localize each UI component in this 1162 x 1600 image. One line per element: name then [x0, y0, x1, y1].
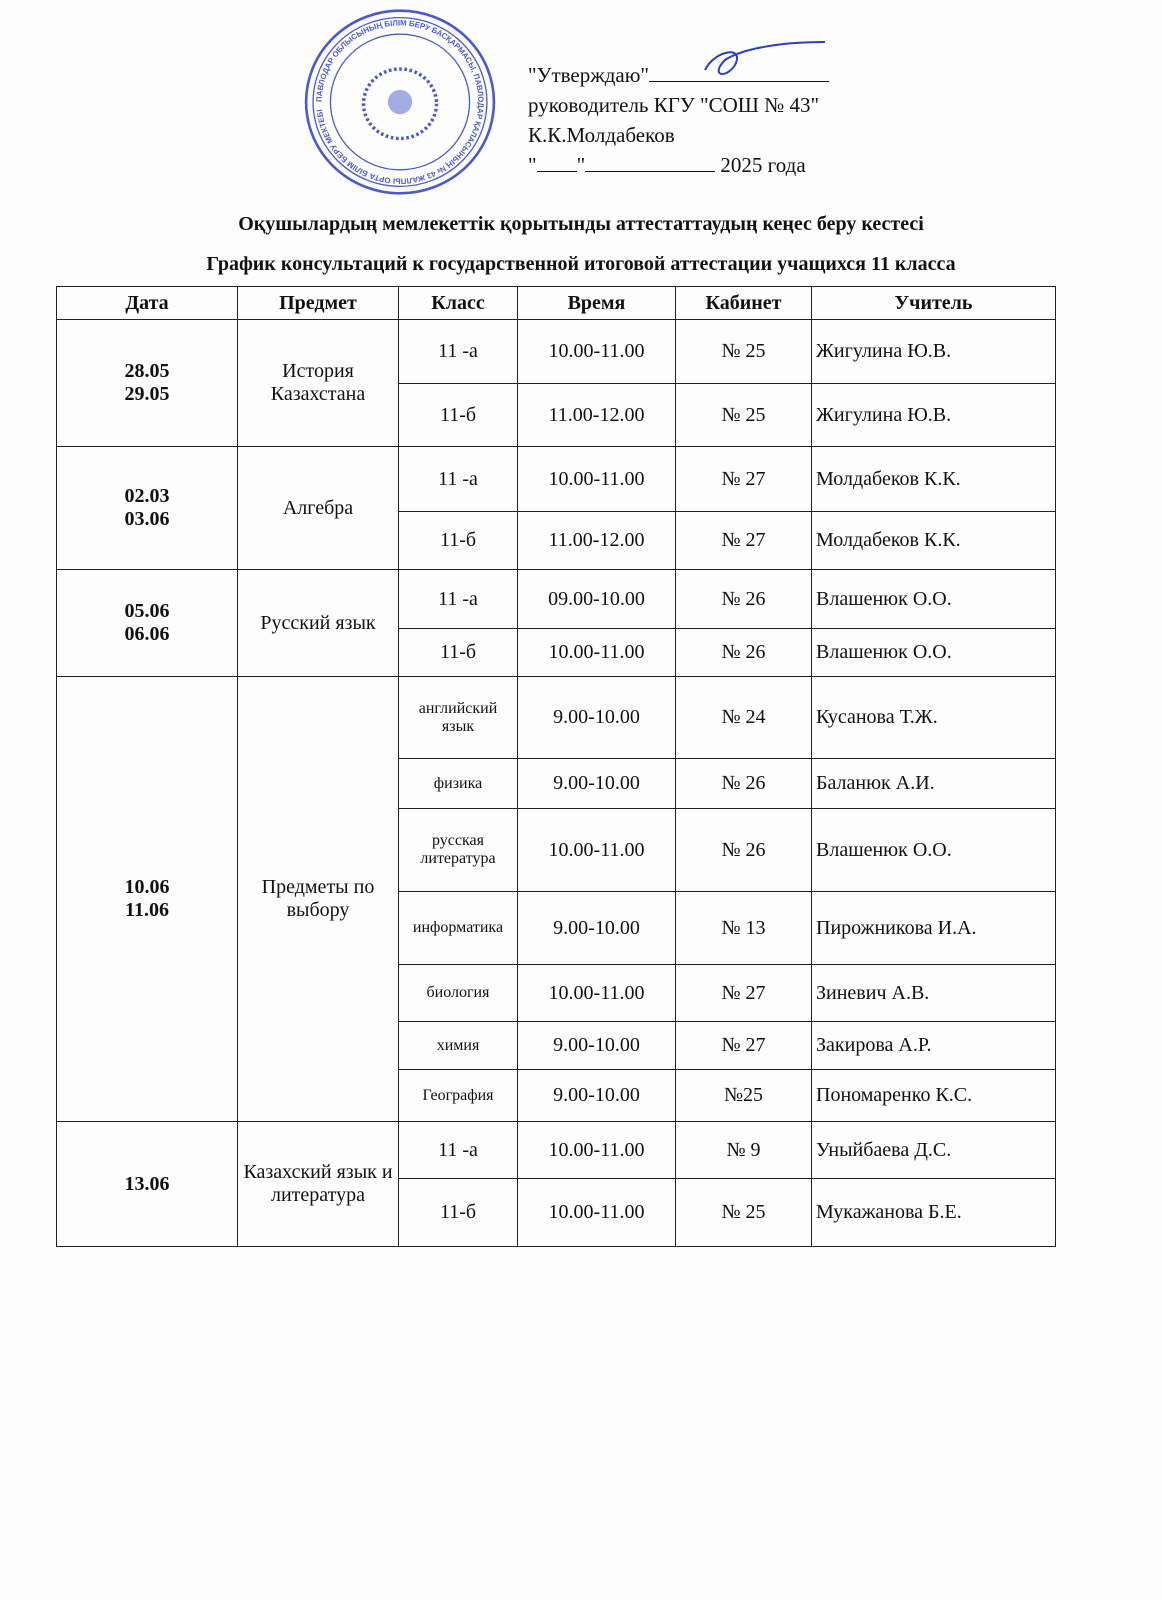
class-cell: информатика: [399, 892, 518, 965]
room-cell: № 25: [676, 384, 812, 447]
column-header: Кабинет: [676, 287, 812, 320]
time-cell: 9.00-10.00: [518, 1022, 676, 1070]
date-cell: 05.06 06.06: [57, 570, 238, 677]
time-cell: 9.00-10.00: [518, 892, 676, 965]
teacher-cell: Уныйбаева Д.С.: [812, 1122, 1056, 1179]
time-cell: 9.00-10.00: [518, 759, 676, 809]
teacher-cell: Закирова А.Р.: [812, 1022, 1056, 1070]
room-cell: № 25: [676, 1179, 812, 1247]
date-cell: 02.03 03.06: [57, 447, 238, 570]
table-row: [57, 570, 1056, 629]
teacher-cell: Пономаренко К.С.: [812, 1070, 1056, 1122]
room-cell: № 27: [676, 1022, 812, 1070]
subject-cell: Алгебра: [238, 447, 399, 570]
room-cell: № 27: [676, 447, 812, 512]
time-cell: 09.00-10.00: [518, 570, 676, 629]
time-cell: 11.00-12.00: [518, 512, 676, 570]
stamp-text: ПАВЛОДАР ОБЛЫСЫНЫҢ БІЛІМ БЕРУ БАСҚАРМАСЫ, ПАВЛОДАР ҚАЛАСЫНЫҢ № 43 ЖАЛПЫ ОРТА БІЛІМ БЕРУ МЕКТЕБІ: [314, 18, 486, 186]
class-cell: География: [399, 1070, 518, 1122]
column-header: Предмет: [238, 287, 399, 320]
approval-name: К.К.Молдабеков: [528, 123, 675, 147]
time-cell: 9.00-10.00: [518, 677, 676, 759]
column-header: Учитель: [812, 287, 1056, 320]
approval-year: 2025 года: [720, 153, 806, 177]
time-cell: 10.00-11.00: [518, 1179, 676, 1247]
date-quote: ": [528, 153, 537, 177]
teacher-cell: Жигулина Ю.В.: [812, 320, 1056, 384]
room-cell: № 27: [676, 512, 812, 570]
column-header: Дата: [57, 287, 238, 320]
subject-cell: Предметы по выбору: [238, 677, 399, 1122]
date-cell: 13.06: [57, 1122, 238, 1247]
teacher-cell: Жигулина Ю.В.: [812, 384, 1056, 447]
class-cell: 11-б: [399, 629, 518, 677]
time-cell: 11.00-12.00: [518, 384, 676, 447]
teacher-cell: Молдабеков К.К.: [812, 447, 1056, 512]
table-row: [57, 320, 1056, 384]
date-cell: 10.06 11.06: [57, 677, 238, 1122]
date-quote: ": [576, 153, 586, 177]
room-cell: № 26: [676, 570, 812, 629]
subject-cell: Казахский язык и литература: [238, 1122, 399, 1247]
class-cell: химия: [399, 1022, 518, 1070]
room-cell: № 26: [676, 629, 812, 677]
room-cell: № 9: [676, 1122, 812, 1179]
subject-cell: Русский язык: [238, 570, 399, 677]
approval-block: [528, 60, 829, 180]
approval-position: руководитель КГУ "СОШ № 43": [528, 93, 820, 117]
class-cell: физика: [399, 759, 518, 809]
approval-heading: "Утверждаю": [528, 63, 650, 87]
class-cell: 11-б: [399, 384, 518, 447]
column-header: Время: [518, 287, 676, 320]
class-cell: английский язык: [399, 677, 518, 759]
title-russian: График консультаций к государственной итоговой аттестации учащихся 11 класса: [206, 253, 956, 275]
teacher-cell: Баланюк А.И.: [812, 759, 1056, 809]
teacher-cell: Зиневич А.В.: [812, 965, 1056, 1022]
teacher-cell: Кусанова Т.Ж.: [812, 677, 1056, 759]
table-row: [57, 677, 1056, 759]
column-header: Класс: [399, 287, 518, 320]
table-row: [57, 1122, 1056, 1179]
date-cell: 28.05 29.05: [57, 320, 238, 447]
time-cell: 10.00-11.00: [518, 629, 676, 677]
room-cell: № 25: [676, 320, 812, 384]
class-cell: 11 -а: [399, 447, 518, 512]
teacher-cell: Молдабеков К.К.: [812, 512, 1056, 570]
table-row: [57, 447, 1056, 512]
official-stamp: [300, 6, 500, 198]
room-cell: № 26: [676, 809, 812, 892]
consultation-table: [56, 286, 1056, 1247]
time-cell: 10.00-11.00: [518, 320, 676, 384]
teacher-cell: Влашенюк О.О.: [812, 629, 1056, 677]
time-cell: 10.00-11.00: [518, 447, 676, 512]
teacher-cell: Влашенюк О.О.: [812, 570, 1056, 629]
class-cell: биология: [399, 965, 518, 1022]
room-cell: №25: [676, 1070, 812, 1122]
teacher-cell: Пирожникова И.А.: [812, 892, 1056, 965]
class-cell: 11-б: [399, 512, 518, 570]
class-cell: 11 -а: [399, 1122, 518, 1179]
time-cell: 10.00-11.00: [518, 1122, 676, 1179]
teacher-cell: Влашенюк О.О.: [812, 809, 1056, 892]
class-cell: 11 -а: [399, 320, 518, 384]
class-cell: 11-б: [399, 1179, 518, 1247]
class-cell: русская литература: [399, 809, 518, 892]
subject-cell: История Казахстана: [238, 320, 399, 447]
room-cell: № 27: [676, 965, 812, 1022]
teacher-cell: Мукажанова Б.Е.: [812, 1179, 1056, 1247]
room-cell: № 13: [676, 892, 812, 965]
room-cell: № 26: [676, 759, 812, 809]
time-cell: 9.00-10.00: [518, 1070, 676, 1122]
title-kazakh: Оқушылардың мемлекеттік қорытынды аттестаттаудың кеңес беру кестесі: [238, 213, 924, 235]
time-cell: 10.00-11.00: [518, 809, 676, 892]
class-cell: 11 -а: [399, 570, 518, 629]
time-cell: 10.00-11.00: [518, 965, 676, 1022]
room-cell: № 24: [676, 677, 812, 759]
